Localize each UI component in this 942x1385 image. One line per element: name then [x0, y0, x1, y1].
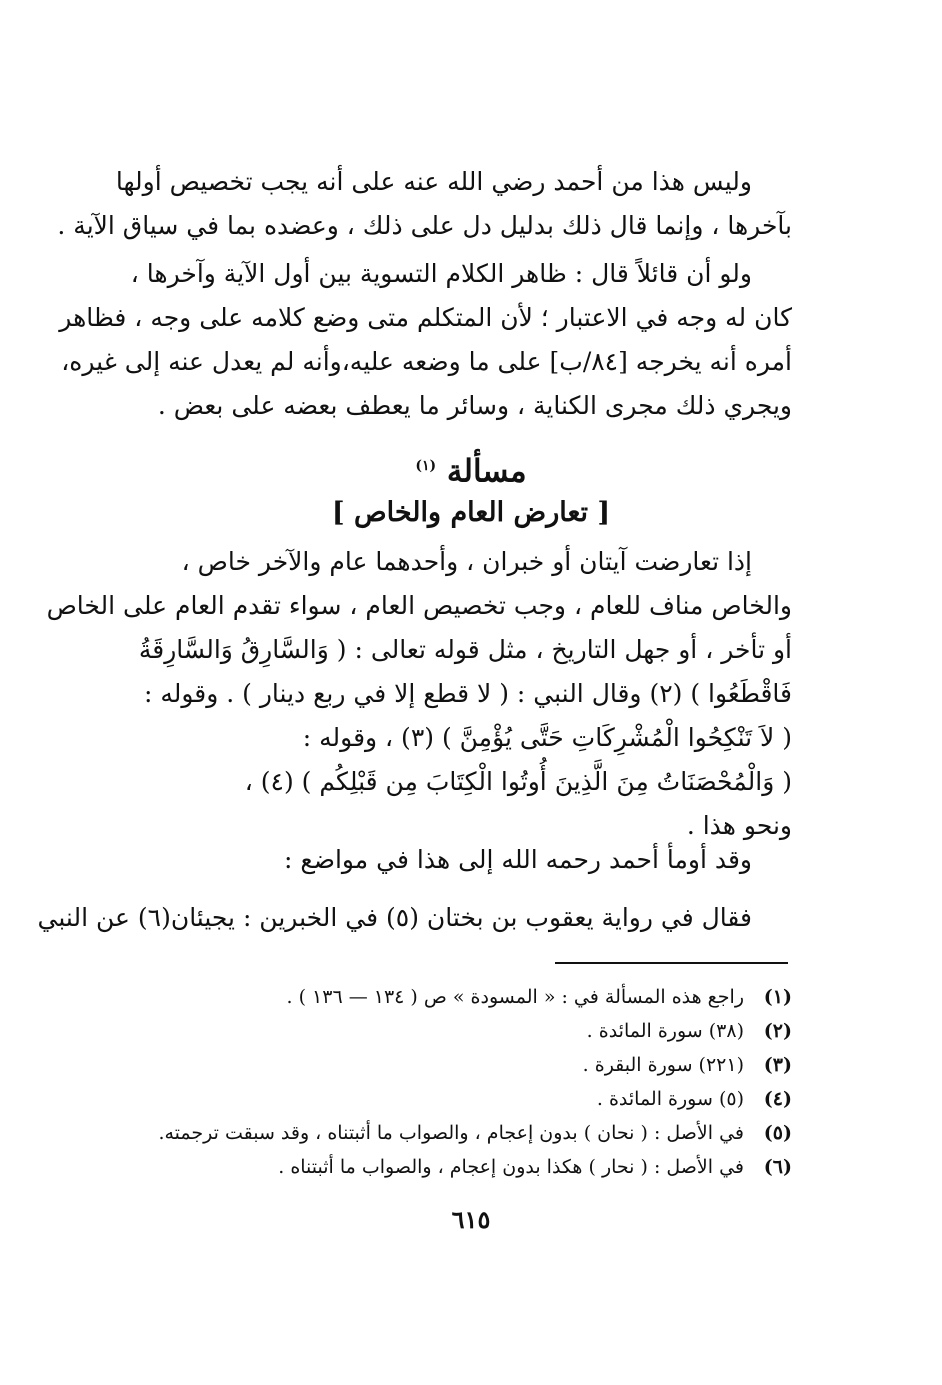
text-line: والخاص مناف للعام ، وجب تخصيص العام ، سواء تقدم العام على الخاص — [46, 591, 792, 620]
footnote-text: في الأصل : ( نحار ) هكذا بدون إعجام ، والصواب ما أثبتناه . — [278, 1156, 744, 1178]
paragraph-2 — [59, 252, 792, 428]
text-line: أمره أنه يخرجه [٨٤/ب] على ما وضعه عليه،وأنه لم يعدل عنه إلى غيره، — [61, 347, 792, 376]
paragraph-5 — [37, 896, 792, 940]
footnote-text: راجع هذه المسألة في : « المسودة » ص ( ١٣٤ — ١٣٦ ) . — [286, 986, 744, 1008]
text-line: ولو أن قائلاً قال : ظاهر الكلام التسوية بين أول الآية وآخرها ، — [130, 259, 752, 288]
footnote — [150, 1082, 792, 1116]
heading-subtitle: [ تعارض العام والخاص ] — [331, 497, 611, 528]
footnote — [150, 1048, 792, 1082]
footnote — [150, 1116, 792, 1150]
footnote-number: (٦) — [763, 1156, 792, 1178]
section-heading — [150, 442, 792, 536]
text-line: ويجري ذلك مجرى الكناية ، وسائر ما يعطف بعضه على بعض . — [157, 391, 792, 420]
footnote-text: (٥) سورة المائدة . — [596, 1088, 744, 1110]
footnote — [150, 1150, 792, 1184]
text-line: وليس هذا من أحمد رضي الله عنه على أنه يجب تخصيص أولها — [115, 167, 752, 196]
paragraph-1 — [57, 160, 792, 248]
text-line: أو تأخر ، أو جهل التاريخ ، مثل قوله تعالى : ( وَالسَّارِقُ وَالسَّارِقَةُ — [138, 635, 792, 664]
paragraph-3 — [46, 540, 792, 848]
text-line: ( لاَ تَنْكِحُوا الْمُشْرِكَاتِ حَتَّى يُؤْمِنَّ ) (٣) ، وقوله : — [302, 723, 792, 752]
text-line: إذا تعارضت آيتان أو خبران ، وأحدهما عام والآخر خاص ، — [181, 547, 752, 576]
text-line: وقد أومأ أحمد رحمه الله إلى هذا في مواضع : — [284, 845, 752, 874]
footnote-number: (٢) — [763, 1020, 792, 1042]
text-line: فَاقْطَعُوا ) (٢) وقال النبي : ( لا قطع إلا في ربع دينار ) . وقوله : — [143, 679, 792, 708]
footnote-separator — [555, 962, 788, 964]
footnote-number: (٥) — [763, 1122, 792, 1144]
text-line: ونحو هذا . — [686, 811, 792, 840]
page-number: ٦١٥ — [451, 1205, 491, 1234]
footnote — [150, 980, 792, 1014]
text-line: بآخرها ، وإنما قال ذلك بدليل دل على ذلك ، وعضده بما في سياق الآية . — [57, 211, 792, 240]
heading-title-text: مسألة — [446, 453, 527, 490]
text-line: كان له وجه في الاعتبار ؛ لأن المتكلم متى وضع كلامه على وجه ، فظاهر — [59, 303, 792, 332]
footnote-number: (١) — [763, 986, 792, 1008]
text-line: فقال في رواية يعقوب بن بختان (٥) في الخبرين : يجيئان(٦) عن النبي — [37, 903, 752, 932]
footnotes — [150, 980, 792, 1184]
footnote-number: (٤) — [763, 1088, 792, 1110]
footnote-text: (٢٢١) سورة البقرة . — [582, 1054, 744, 1076]
paragraph-4 — [150, 838, 792, 882]
footnote-number: (٣) — [763, 1054, 792, 1076]
footnote-text: في الأصل : ( نحان ) بدون إعجام ، والصواب ما أثبتناه ، وقد سبقت ترجمته. — [158, 1122, 744, 1144]
heading-title — [150, 442, 792, 490]
text-line: ( وَالْمُحْصَنَاتُ مِنَ الَّذِينَ أُوتُوا الْكِتَابَ مِن قَبْلِكُم ) (٤) ، — [244, 767, 792, 796]
heading-footnote-ref: (١) — [415, 458, 437, 474]
footnote — [150, 1014, 792, 1048]
footnote-text: (٣٨) سورة المائدة . — [586, 1020, 744, 1042]
